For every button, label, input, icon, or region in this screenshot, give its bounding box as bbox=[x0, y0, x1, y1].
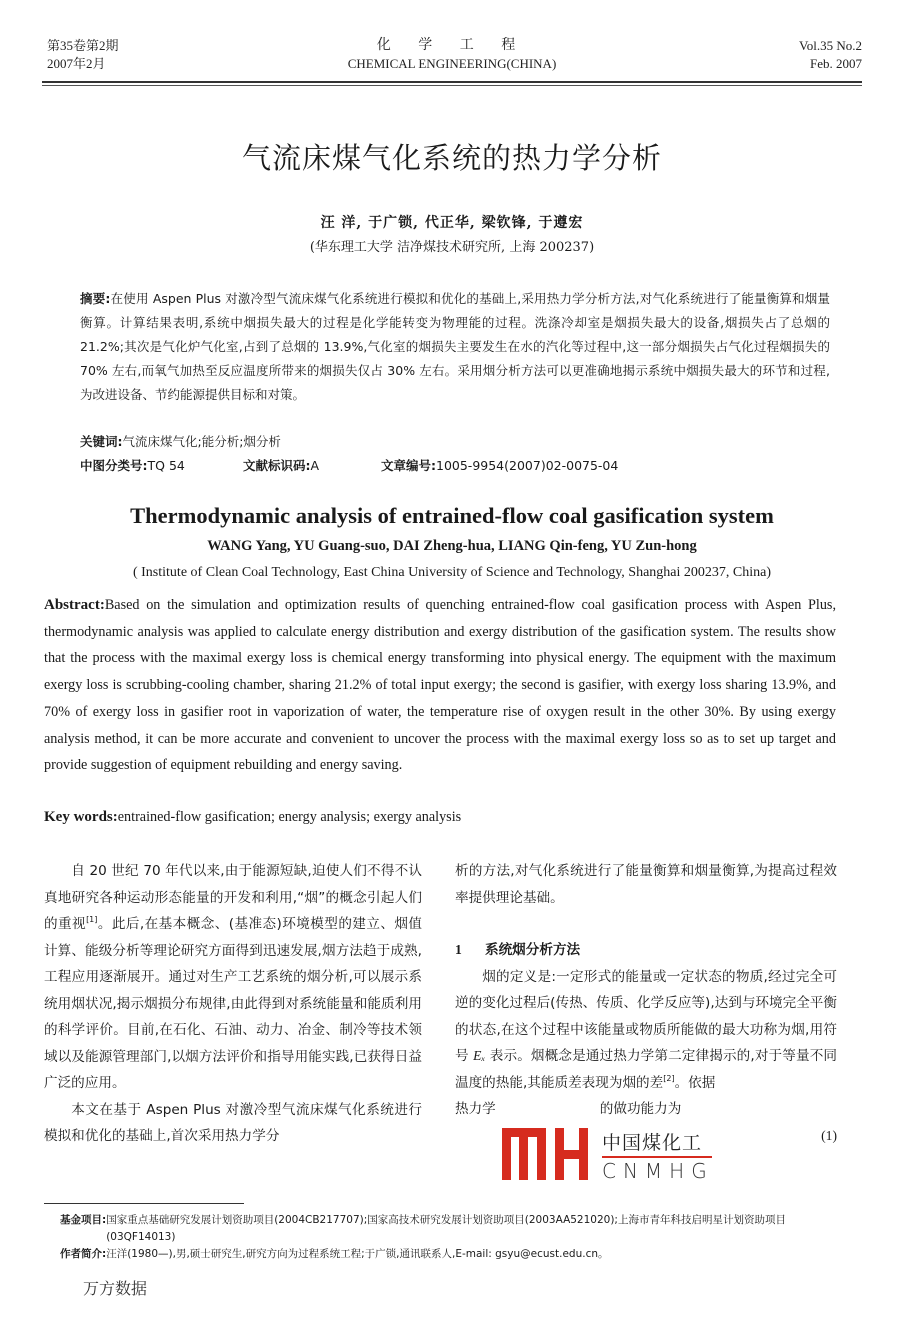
document-code: 文献标识码:A bbox=[243, 458, 320, 473]
watermark-text-cn: 中国煤化工 bbox=[602, 1132, 703, 1154]
footnote-author bbox=[60, 1246, 850, 1263]
source-watermark: 万方数据 bbox=[83, 1279, 148, 1298]
date-en: Feb. 2007 bbox=[810, 56, 862, 71]
article-title-cn: 气流床煤气化系统的热力学分析 bbox=[241, 141, 662, 175]
journal-name bbox=[0, 37, 904, 73]
keywords-en-label: Key words: bbox=[44, 809, 118, 825]
body-column-left bbox=[44, 858, 422, 1150]
keywords-en bbox=[44, 806, 461, 828]
volume-issue-en: Vol.35 No.2 bbox=[799, 38, 862, 53]
article-title-en: Thermodynamic analysis of entrained-flow coal gasification system bbox=[130, 503, 774, 528]
section-title: 系统烟分析方法 bbox=[485, 942, 581, 958]
footnotes bbox=[60, 1212, 850, 1263]
abstract-cn-text: 在使用 Aspen Plus 对激冷型气流床煤气化系统进行模拟和优化的基础上,采用热力学分析方法,对气化系统进行了能量衡算和烟量衡算。计算结果表明,系统中烟损失最大的过程是化学能转变为物理能的过程。洗涤冷却室是烟损失最大的设备,烟损失占了总烟的 21.2%;其次是气化炉气化室,占到了总烟的 13.9%,气化室的烟损失主要发生在水的汽化等过程中,这一部分烟损失占气化过程烟损失的 70% 左右,而氧气加热至反应温度所带来的烟损失仅占 30% 左右。采用烟分析方法可以更准确地揭示系统中烟损失最大的环节和过程,为改进设备、节约能源提供目标和对策。 bbox=[80, 291, 830, 402]
footnote-rule bbox=[44, 1203, 244, 1204]
author-bio-text: 汪洋(1980—),男,硕士研究生,研究方向为过程系统工程;于广锁,通讯联系人,E-mail: gsyu@ecust.edu.cn。 bbox=[106, 1248, 609, 1260]
abstract-cn bbox=[80, 287, 830, 407]
intro-paragraph-2-cont: 析的方法,对气化系统进行了能量衡算和烟量衡算,为提高过程效率提供理论基础。 bbox=[455, 863, 837, 906]
abstract-en-label: Abstract: bbox=[44, 597, 105, 613]
author-bio-label: 作者简介: bbox=[60, 1248, 107, 1260]
cnmhg-logo-icon bbox=[502, 1128, 588, 1180]
keywords-cn-label: 关键词: bbox=[80, 434, 123, 449]
citation-ref-1[interactable]: [1] bbox=[86, 915, 98, 924]
date-cn: 2007年2月 bbox=[47, 56, 106, 71]
classification-number: 中图分类号:TQ 54 bbox=[80, 458, 185, 473]
funding-text: 国家重点基础研究发展计划资助项目(2004CB217707);国家高技术研究发展计划资助项目(2003AA521020);上海市青年科技启明星计划资助项目(03QF14013) bbox=[106, 1214, 786, 1243]
equation-number: (1) bbox=[821, 1127, 837, 1143]
intro-paragraph-2: 本文在基于 Aspen Plus 对激冷型气流床煤气化系统进行模拟和优化的基础上,首次采用热力学分 bbox=[44, 1101, 422, 1144]
classification-row bbox=[80, 454, 780, 478]
affiliation-en: ( Institute of Clean Coal Technology, East China University of Science and Technology, Shanghai 200237, China) bbox=[132, 565, 772, 580]
authors-cn: 汪 洋, 于广锁, 代正华, 梁钦锋, 于遵宏 bbox=[320, 215, 584, 231]
abstract-cn-label: 摘要: bbox=[80, 291, 111, 306]
keywords-cn-text: 气流床煤气化;能分析;烟分析 bbox=[122, 434, 281, 449]
authors-en: WANG Yang, YU Guang-suo, DAI Zheng-hua, LIANG Qin-feng, YU Zun-hong bbox=[207, 538, 697, 554]
section-1-paragraph-1: 烟的定义是:一定形式的能量或一定状态的物质,经过完全可逆的变化过程后(传热、传质、化学反应等),达到与环境完全平衡的状态,在这个过程中该能量或物质所能做的最大功称为烟,用符号 Eₓ 表示。烟概念是通过热力学第二定律揭示的,对于等量不同温度的热能,其能质差表现为烟的差[2]。依据 bbox=[455, 968, 838, 1091]
article-number: 文章编号:1005-9954(2007)02-0075-04 bbox=[381, 458, 619, 473]
abstract-en bbox=[44, 592, 836, 779]
keywords-cn bbox=[80, 430, 281, 454]
journal-name-cn: 化 学 工 程 bbox=[376, 38, 528, 53]
funding-label: 基金项目: bbox=[60, 1214, 107, 1226]
section-heading-1 bbox=[455, 937, 837, 964]
watermark-text-en: CNMHG bbox=[602, 1159, 714, 1183]
watermark-underline bbox=[602, 1156, 712, 1158]
volume-issue-cn: 第35卷第2期 bbox=[47, 38, 119, 53]
exergy-symbol: Eₓ bbox=[473, 1048, 486, 1063]
watermark-logo bbox=[502, 1128, 712, 1188]
citation-ref-2[interactable]: [2] bbox=[663, 1073, 675, 1083]
section-1-paragraph-2: 热力学 的做功能力为 bbox=[455, 1101, 682, 1117]
affiliation-cn: (华东理工大学 洁净煤技术研究所, 上海 200237) bbox=[309, 240, 595, 255]
body-column-right bbox=[455, 858, 837, 1149]
journal-name-en: CHEMICAL ENGINEERING(CHINA) bbox=[347, 56, 557, 71]
abstract-en-text: Based on the simulation and optimization results of quenching entrained-flow coal gasification process with Aspen Plus, thermodynamic analysis was applied to calculate energy distribution and exergy distribution of the gasification system. The results show that the process with the maximal exergy loss is chemical energy transforming into physical energy. The equipment with the maximum exergy loss is scrubbing-cooling chamber, sharing 21.2% of total input exergy; the second is gasifier, with exergy loss sharing 13.9%, and 70% of exergy loss in gasifier root in vaporization of water, the temperature rise of oxygen result in the other 30%. By using exergy analysis method, it can be more accurate and convenient to uncover the process with the maximal exergy loss so as to set up target and provide suggestion of equipment rebuilding and energy saving. bbox=[44, 597, 836, 774]
section-number: 1 bbox=[455, 942, 462, 957]
footnote-funding bbox=[60, 1212, 850, 1246]
header-rule-thick bbox=[42, 81, 862, 83]
intro-paragraph-1: 自 20 世纪 70 年代以来,由于能源短缺,迫使人们不得不认真地研究各种运动形态能量的开发和利用,“烟”的概念引起人们的重视[1]。此后,在基本概念、(基准态)环境模型的建立、烟值计算、能级分析等理论研究方面得到迅速发展,烟方法趋于成熟,工程应用逐渐展开。通过对生产工艺系统的烟分析,可以展示系统用烟状况,揭示烟损分布规律,由此得到对系统能量和能质利用的科学评价。目前,在石化、石油、动力、冶金、制冷等技术领域以及能源管理部门,以烟方法评价和指导用能实践,已获得日益广泛的应用。 bbox=[44, 863, 422, 1091]
keywords-en-text: entrained-flow gasification; energy analysis; exergy analysis bbox=[117, 809, 462, 825]
journal-issue-en bbox=[799, 37, 862, 73]
header-rule-thin bbox=[42, 85, 862, 86]
